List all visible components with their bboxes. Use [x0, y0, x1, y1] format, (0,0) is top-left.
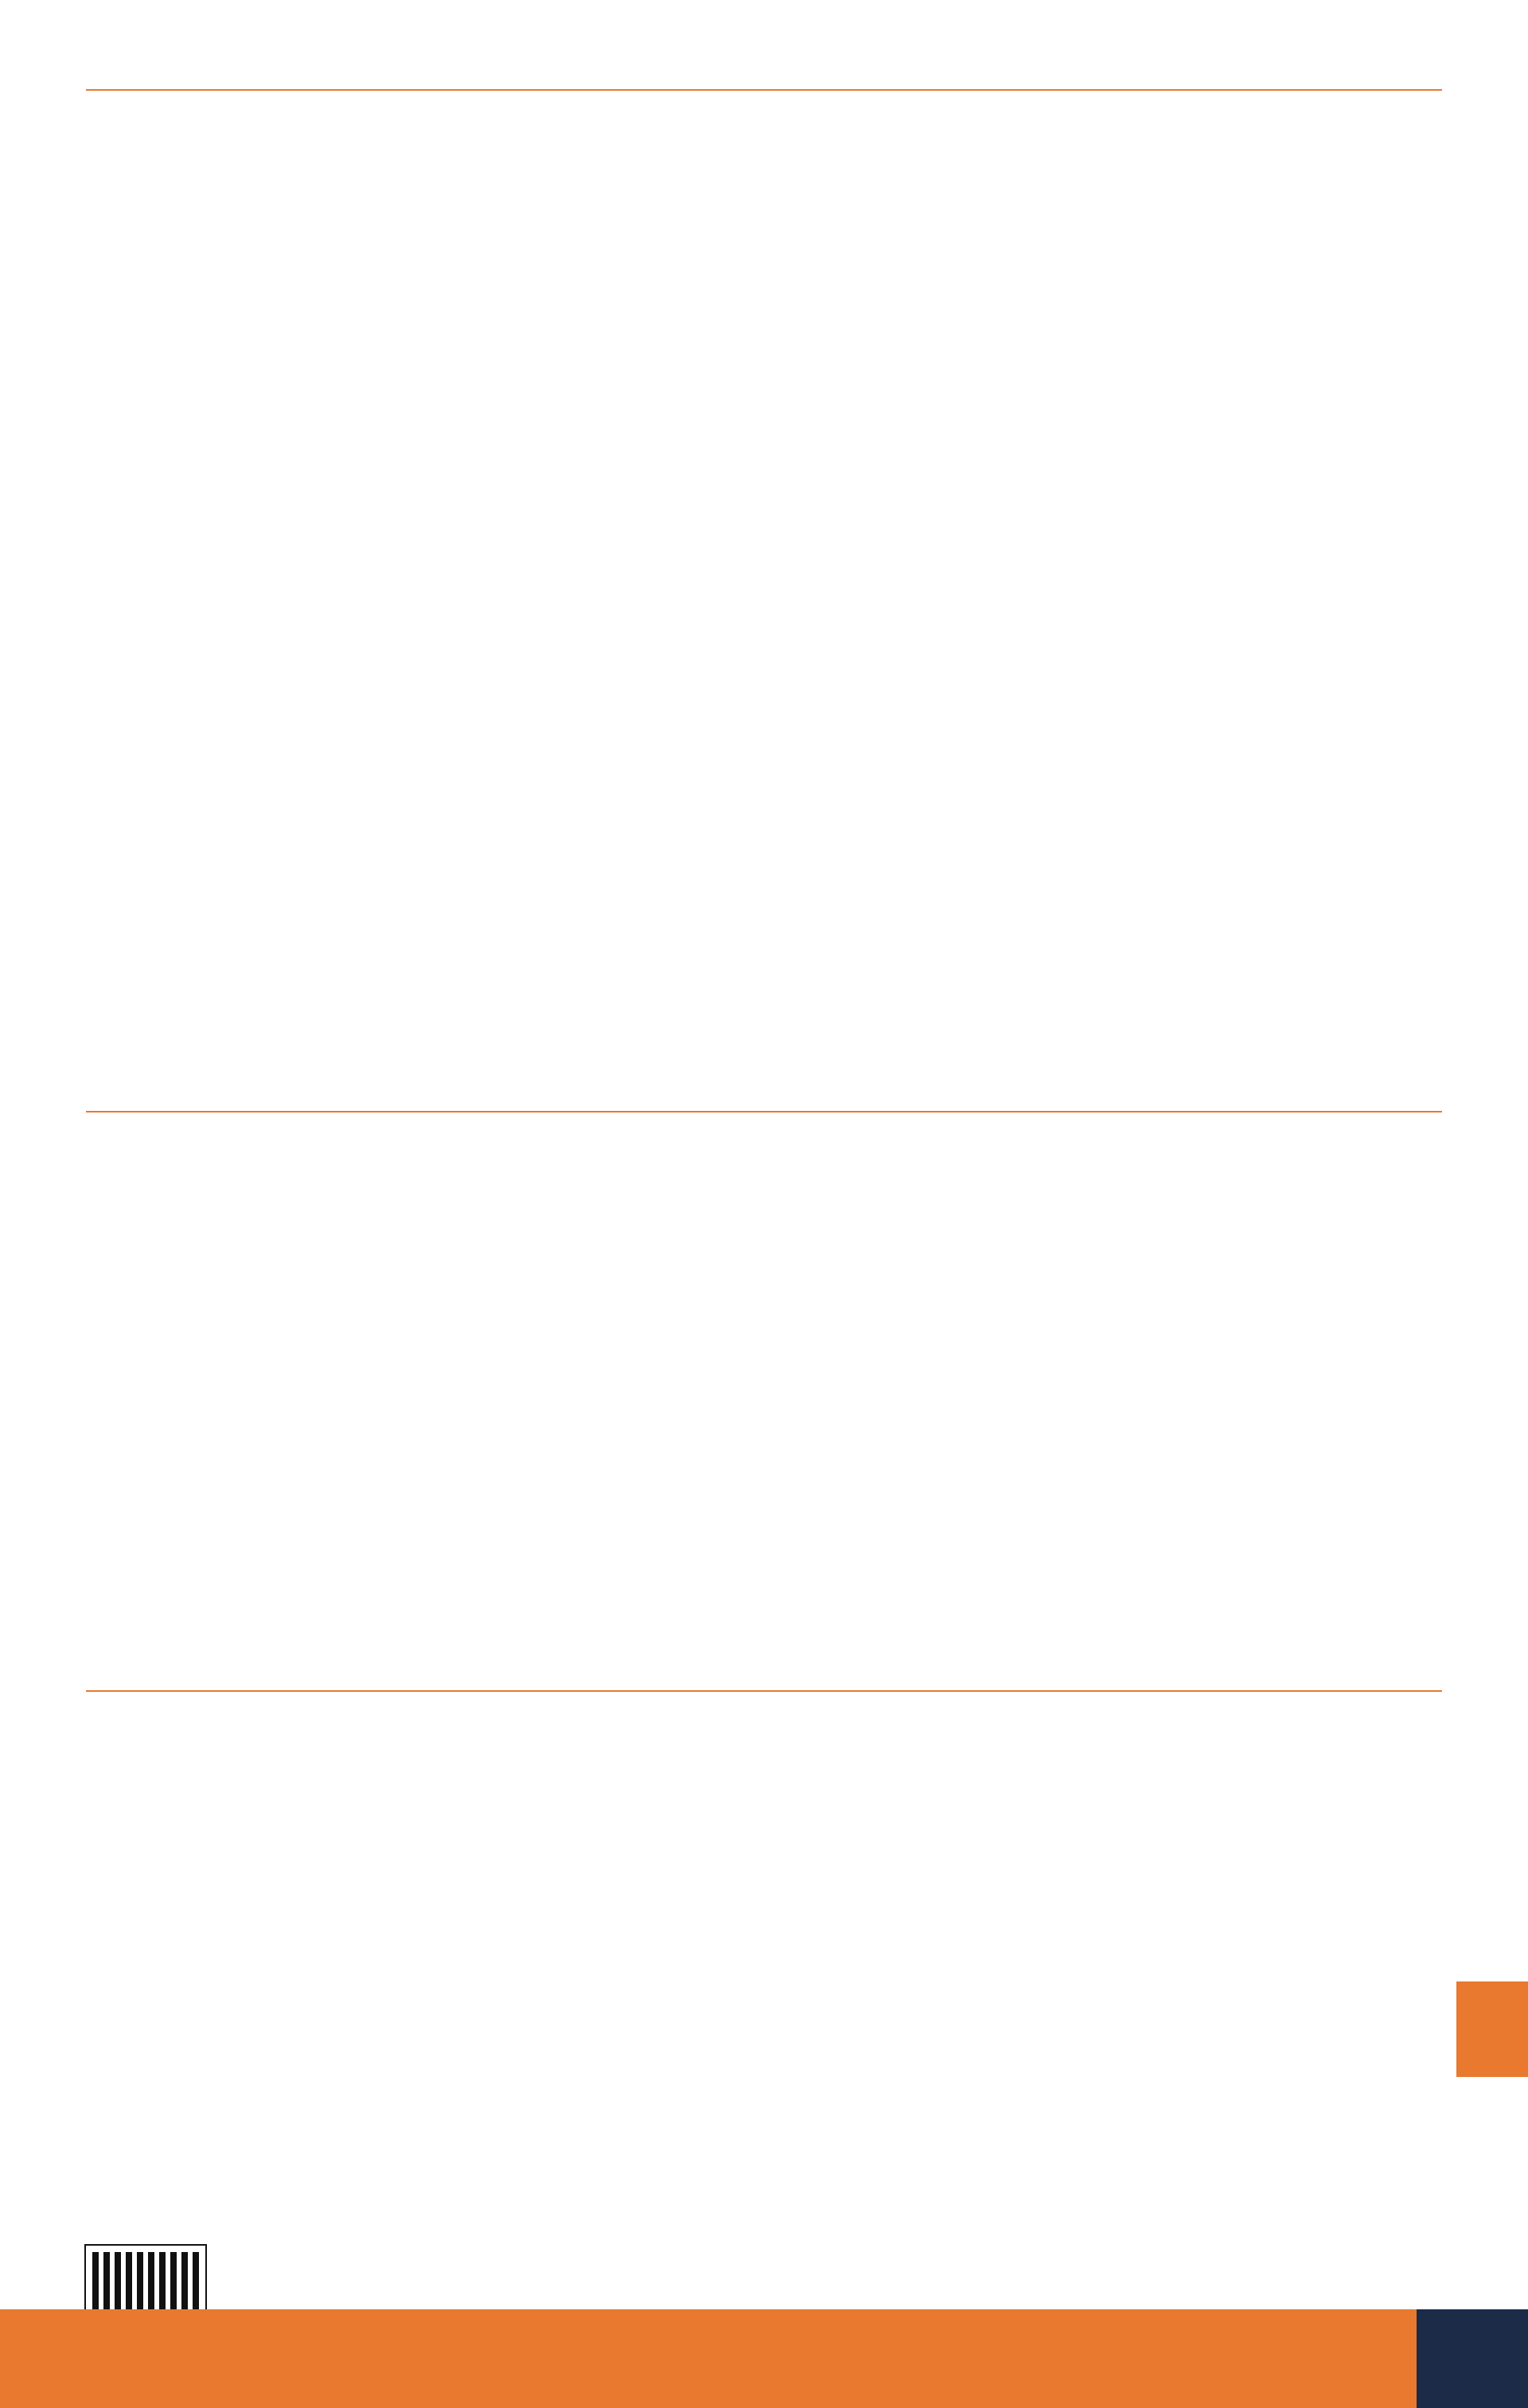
- side-tab: [1456, 1981, 1528, 2077]
- divider: [86, 1690, 1442, 1692]
- divider: [86, 1111, 1442, 1112]
- footer: [0, 2309, 1528, 2408]
- brand-logo: [1417, 2309, 1528, 2408]
- divider: [86, 89, 1442, 91]
